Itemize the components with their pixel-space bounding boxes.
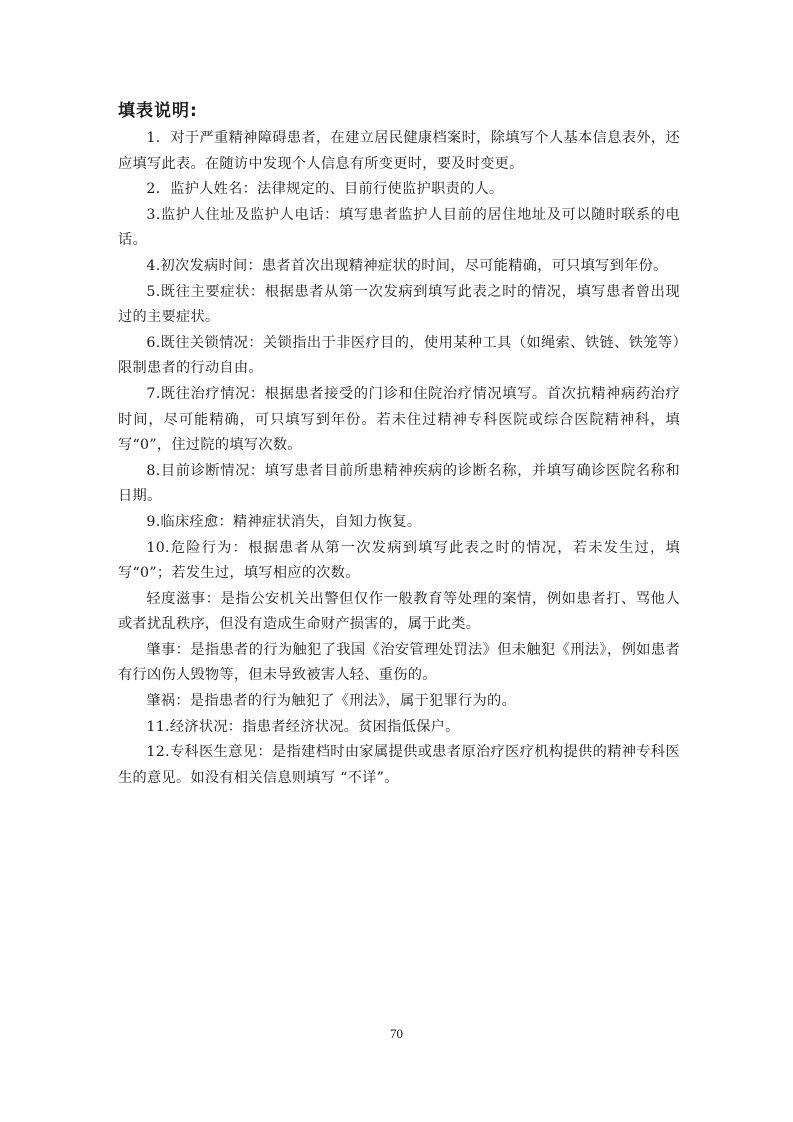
instruction-paragraph-2: 2．监护人姓名：法律规定的、目前行使监护职责的人。 [146,181,504,198]
instruction-paragraph-6: 6.既往关锁情况：关锁指出于非医疗目的，使用某种工具（如绳索、铁链、铁笼等）限制患者的行动自由。 [118,334,680,377]
instruction-paragraph-5: 5.既往主要症状：根据患者从第一次发病到填写此表之时的情况，填写患者曾出现过的主要症状。 [118,283,680,326]
instruction-paragraph-9: 9.临床痊愈：精神症状消失，自知力恢复。 [146,513,422,530]
instruction-paragraph-7: 7.既往治疗情况：根据患者接受的门诊和住院治疗情况填写。首次抗精神病药治疗时间，尽可能精确，可只填写到年份。若未住过精神专科医院或综合医院精神科，填写“0”，住过院的填写次数。 [118,385,680,454]
page-number: 70 [390,1026,403,1041]
instruction-paragraph-12: 12.专科医生意见：是指建档时由家属提供或患者原治疗医疗机构提供的精神专科医生的意见。如没有相关信息则填写 “不详”。 [118,744,680,786]
section-title: 填表说明: [118,101,198,121]
definition-crime: 肇祸：是指患者的行为触犯了《刑法》，属于犯罪行为的。 [146,693,516,710]
definition-minor-trouble: 轻度滋事：是指公安机关出警但仅作一般教育等处理的案情，例如患者打、骂他人或者扰乱秩序，但没有造成生命财产损害的，属于此类。 [118,590,680,633]
instruction-paragraph-1: 1．对于严重精神障碍患者，在建立居民健康档案时，除填写个人基本信息表外，还应填写此表。在随访中发现个人信息有所变更时，要及时变更。 [118,130,680,172]
instruction-paragraph-11: 11.经济状况：指患者经济状况。贫困指低保户。 [146,718,460,735]
instructions-body [118,126,680,791]
instruction-paragraph-3: 3.监护人住址及监护人电话：填写患者监护人目前的居住地址及可以随时联系的电话。 [118,206,680,249]
definition-incident: 肇事：是指患者的行为触犯了我国《治安管理处罚法》但未触犯《刑法》，例如患者有行凶伤人毁物等，但未导致被害人轻、重伤的。 [118,641,680,684]
instruction-paragraph-10: 10.危险行为：根据患者从第一次发病到填写此表之时的情况，若未发生过，填写“0”；若发生过，填写相应的次数。 [118,539,680,582]
instruction-paragraph-8: 8.目前诊断情况：填写患者目前所患精神疾病的诊断名称，并填写确诊医院名称和日期。 [118,462,680,505]
instruction-paragraph-4: 4.初次发病时间：患者首次出现精神症状的时间，尽可能精确，可只填写到年份。 [146,257,668,274]
